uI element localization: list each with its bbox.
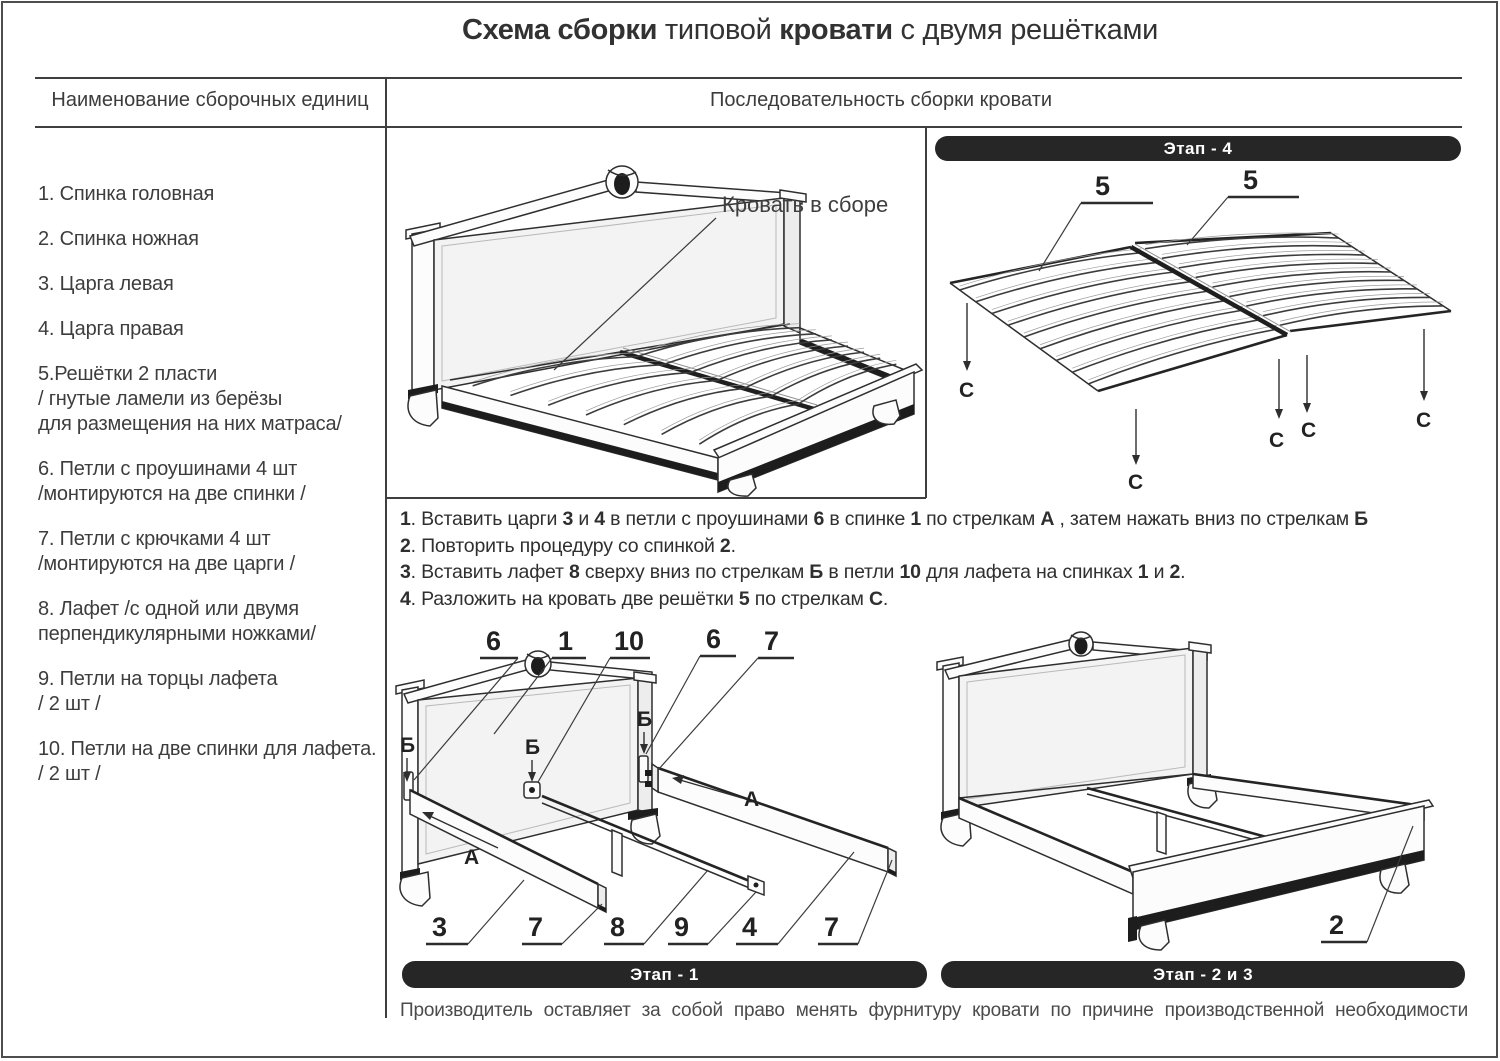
parts-list-item: [38, 667, 383, 717]
title-segment: с двумя решётками: [892, 14, 1159, 46]
parts-list-line: 5.Решётки 2 пласти: [38, 363, 218, 385]
parts-list-line: /монтируются на две спинки /: [38, 483, 306, 505]
svg-text:А: А: [464, 846, 480, 869]
parts-list-line: 9. Петли на торцы лафета: [38, 668, 278, 690]
grid-left: [950, 247, 1287, 391]
svg-text:7: 7: [528, 912, 544, 942]
stage-1-drawing: [390, 622, 930, 957]
grid-callout-5a: [1039, 171, 1153, 271]
svg-text:4: 4: [742, 912, 758, 942]
svg-text:Б: Б: [525, 736, 541, 759]
footboard-frame: [1128, 800, 1433, 950]
svg-text:С: С: [959, 379, 975, 402]
title-underline: [35, 77, 1462, 79]
stage-4-pill: Этап - 4: [935, 136, 1461, 161]
assembled-bed-drawing: [386, 128, 926, 498]
svg-text:6: 6: [706, 624, 722, 654]
parts-list-line: 3. Царга левая: [38, 273, 174, 295]
instruction-line: 2. Повторить процедуру со спинкой 2.: [400, 534, 736, 557]
title-segment: Схема сборки: [461, 14, 658, 46]
svg-text:А: А: [744, 788, 760, 811]
parts-list-line: / гнутые ламели из берёзы: [38, 388, 283, 410]
svg-text:Б: Б: [400, 734, 416, 757]
svg-text:8: 8: [610, 912, 626, 942]
parts-list-line: 8. Лафет /с одной или двумя: [38, 598, 299, 620]
arrow-c-3: [1269, 359, 1284, 452]
svg-text:10: 10: [614, 626, 645, 656]
parts-list-item: [38, 457, 383, 507]
instruction-line: 3. Вставить лафет 8 сверху вниз по стрелкам Б в петли 10 для лафета на спинках 1 и 2.: [400, 561, 1186, 583]
manufacturer-disclaimer: Производитель оставляет за собой право менять фурнитуру кровати по причине производственной необходимости: [400, 1000, 1468, 1021]
instruction-line: 1. Вставить царги 3 и 4 в петли с проушинами 6 в спинке 1 по стрелкам А , затем нажать вниз по стрелкам Б: [400, 508, 1368, 530]
svg-text:Б: Б: [637, 708, 653, 731]
parts-list-line: / 2 шт /: [38, 763, 101, 785]
assembly-instructions: [400, 506, 1475, 612]
svg-text:7: 7: [764, 626, 780, 656]
label-5b: 5: [1243, 165, 1259, 195]
parts-list-item: [38, 317, 383, 342]
stage-2-3-pill: Этап - 2 и 3: [941, 961, 1465, 988]
parts-list-item: [38, 227, 383, 252]
parts-list-line: 2. Спинка ножная: [38, 228, 199, 250]
arrow-c-1: [959, 303, 974, 402]
label-5a: 5: [1095, 171, 1111, 201]
stage-1-pill: Этап - 1: [402, 961, 927, 988]
parts-list-line: 1. Спинка головная: [38, 183, 215, 205]
title-segment: кровати: [779, 14, 893, 46]
svg-text:7: 7: [824, 912, 840, 942]
arrow-c-4: [1301, 355, 1316, 442]
parts-list-line: /монтируются на две царги /: [38, 553, 295, 575]
svg-text:С: С: [1301, 419, 1317, 442]
parts-list-item: [38, 362, 383, 437]
parts-list-line: 4. Царга правая: [38, 318, 184, 340]
parts-list-line: 6. Петли с проушинами 4 шт: [38, 458, 298, 480]
svg-text:1: 1: [558, 626, 574, 656]
svg-text:С: С: [1269, 429, 1285, 452]
parts-list-line: перпендикулярными ножками/: [38, 623, 316, 645]
stage-2-3-drawing: [935, 622, 1475, 957]
svg-text:9: 9: [674, 912, 690, 942]
svg-text:3: 3: [432, 912, 448, 942]
svg-text:6: 6: [486, 626, 502, 656]
arrow-c-5: [1416, 329, 1431, 432]
arrow-c-2: [1128, 409, 1143, 494]
stage1-bottom-callouts: [426, 852, 892, 944]
parts-list-line: 10. Петли на две спинки для лафета.: [38, 738, 377, 760]
parts-list-line: для размещения на них матраса/: [38, 413, 342, 435]
parts-list-item: [38, 597, 383, 647]
instruction-line: 4. Разложить на кровать две решётки 5 по стрелкам С.: [400, 587, 889, 610]
assembled-bed-label: Кровать в сборе: [722, 192, 889, 217]
svg-text:С: С: [1128, 471, 1144, 494]
title-segment: типовой: [657, 14, 780, 46]
stage-4-drawing: [935, 163, 1475, 498]
parts-list-item: [38, 272, 383, 297]
svg-text:С: С: [1416, 409, 1432, 432]
parts-list-line: / 2 шт /: [38, 693, 101, 715]
right-column-header: Последовательность сборки кровати: [709, 89, 1053, 111]
page-title: [130, 14, 1490, 47]
parts-list-item: [38, 527, 383, 577]
label-2: 2: [1329, 910, 1345, 940]
parts-list-item: [38, 737, 383, 787]
left-column-header: Наименование сборочных единиц: [51, 89, 369, 111]
parts-list-line: 7. Петли с крючками 4 шт: [38, 528, 271, 550]
parts-list-item: [38, 182, 383, 207]
parts-list: [38, 182, 383, 807]
